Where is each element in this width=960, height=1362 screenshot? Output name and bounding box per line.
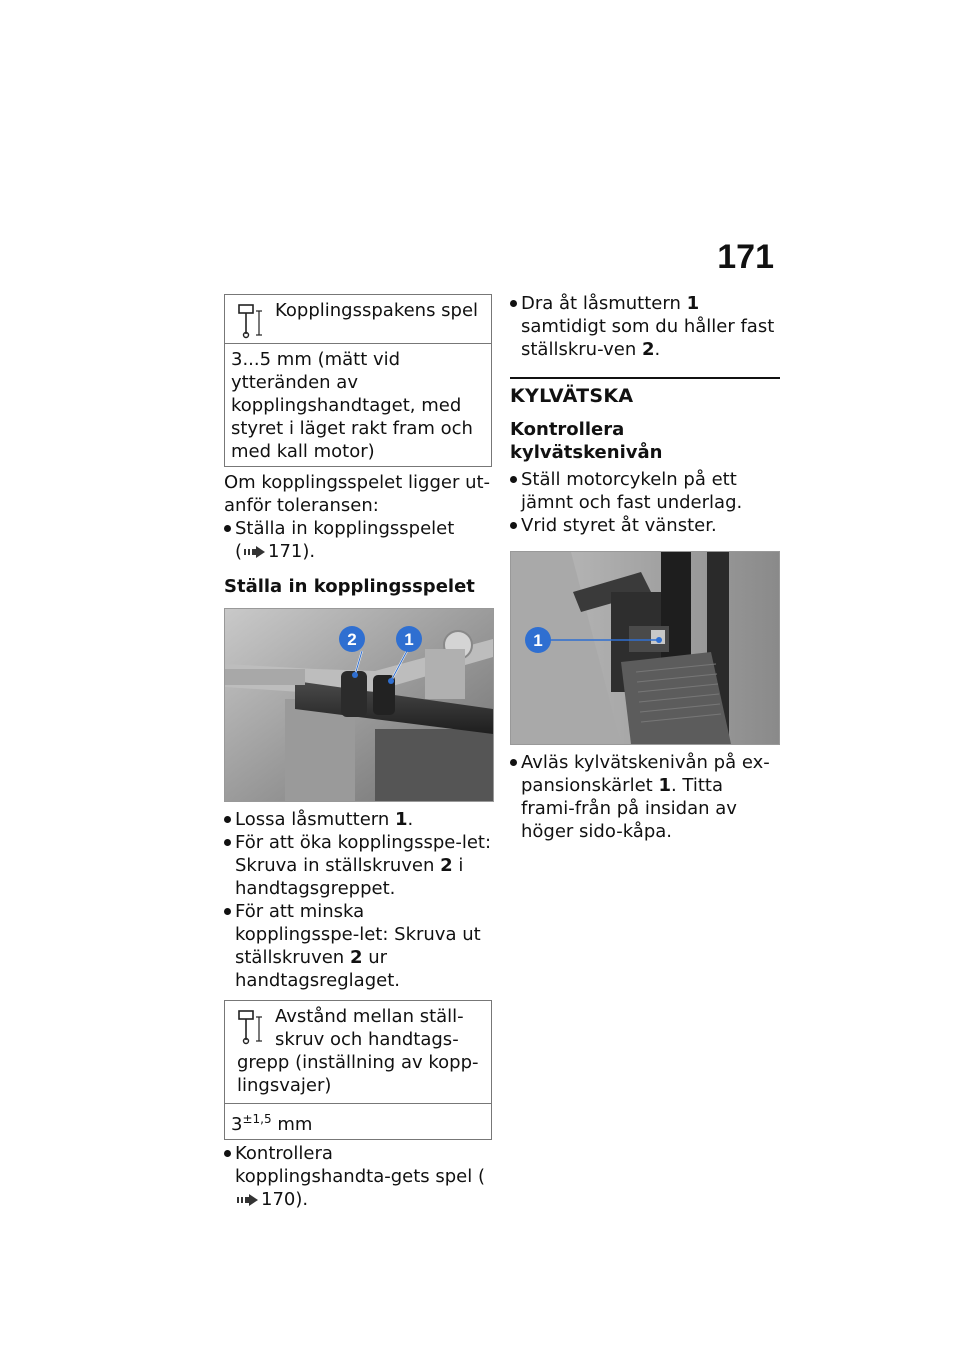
photo-label-1: 1 bbox=[533, 631, 543, 650]
list-item-text: samtidigt som du håller fast ställskru-ven bbox=[521, 316, 775, 360]
section-title-coolant: KYLVÄTSKA bbox=[510, 377, 780, 408]
list-item-text: . bbox=[407, 809, 414, 830]
tolerance-text: Om kopplingsspelet ligger ut-anför toleransen: bbox=[224, 472, 491, 516]
coolant-prep-list bbox=[510, 468, 780, 537]
list-item bbox=[224, 517, 492, 563]
adjust-reference-list bbox=[224, 517, 492, 563]
list-item-text: . bbox=[654, 339, 661, 360]
page-number: 171 bbox=[717, 238, 774, 276]
list-item: Ställ motorcykeln på ett jämnt och fast underlag. bbox=[510, 468, 780, 514]
list-item-text: Kontrollera kopplingshandta-gets spel ( bbox=[235, 1143, 485, 1187]
list-item: Vrid styret åt vänster. bbox=[510, 514, 780, 537]
list-item bbox=[510, 292, 780, 361]
spec-clutch-play-value: 3...5 mm (mätt vid ytteränden av kopplingshandtaget, med styret i läget rakt fram och med kall motor) bbox=[225, 343, 491, 466]
ref-number: 1 bbox=[658, 775, 671, 796]
list-item bbox=[224, 1142, 492, 1211]
list-item bbox=[224, 808, 492, 831]
photo-label-2: 2 bbox=[347, 630, 357, 649]
coolant-reservoir-photo bbox=[510, 551, 780, 745]
tighten-list bbox=[510, 292, 780, 361]
list-item-text: För att öka kopplingsspe-let: Skruva in ställskruven bbox=[235, 832, 492, 876]
page-reference-arrow-icon[interactable] bbox=[244, 546, 266, 558]
list-item-text: Avläs kylvätskenivån på ex-pansionskärlet bbox=[521, 752, 770, 796]
spec-adjuster-distance-title: Avstånd mellan ställ-skruv och handtags-grepp (inställning av kopp-lingsvajer) bbox=[237, 1006, 479, 1096]
caliper-measure-icon bbox=[237, 301, 265, 339]
spec-clutch-play-header bbox=[225, 295, 491, 343]
list-item-text: ur handtagsreglaget. bbox=[235, 947, 400, 991]
list-item-text: Ställa in kopplingsspelet bbox=[235, 518, 455, 539]
ref-number: 2 bbox=[440, 855, 453, 876]
adjust-steps-list bbox=[224, 808, 492, 992]
list-item-text: Dra åt låsmuttern bbox=[521, 293, 687, 314]
caliper-measure-icon bbox=[237, 1007, 265, 1045]
ref-number: 2 bbox=[349, 947, 363, 968]
left-column bbox=[224, 294, 492, 1211]
page-reference-arrow-icon[interactable] bbox=[237, 1194, 259, 1206]
ref-number: 2 bbox=[641, 339, 655, 360]
list-item-text: För att minska kopplingsspe-let: Skruva ut ställskruven bbox=[235, 901, 481, 968]
list-item bbox=[224, 831, 492, 900]
ref-open: ( bbox=[235, 541, 243, 562]
list-item-text: i handtagsgreppet. bbox=[235, 855, 464, 899]
list-item-text: . Titta frami-från på insidan av höger sido-kåpa. bbox=[521, 775, 737, 842]
spec-value-base: 3 bbox=[231, 1114, 243, 1135]
spec-clutch-play bbox=[224, 294, 492, 467]
spec-value-tolerance: ±1,5 bbox=[242, 1112, 272, 1126]
ref-page-link[interactable]: 171). bbox=[268, 541, 316, 562]
list-item-text: Lossa låsmuttern bbox=[235, 809, 395, 830]
read-level-list bbox=[510, 751, 780, 843]
spec-adjuster-distance-header bbox=[225, 1001, 491, 1103]
spec-adjuster-distance-value bbox=[225, 1103, 491, 1139]
photo-label-1: 1 bbox=[404, 630, 414, 649]
spec-adjuster-distance bbox=[224, 1000, 492, 1140]
right-column bbox=[510, 292, 780, 843]
ref-page-link[interactable]: 170). bbox=[261, 1189, 309, 1210]
ref-number: 1 bbox=[686, 293, 700, 314]
check-reference-list bbox=[224, 1142, 492, 1211]
ref-number: 1 bbox=[395, 809, 408, 830]
subhead-adjust-clutch: Ställa in kopplingsspelet bbox=[224, 576, 475, 597]
subhead-check-coolant: Kontrollera kylvätskenivån bbox=[510, 419, 663, 463]
spec-clutch-play-title: Kopplingsspakens spel bbox=[275, 300, 479, 321]
list-item bbox=[510, 751, 780, 843]
clutch-adjuster-photo bbox=[224, 608, 494, 802]
spec-value-unit: mm bbox=[271, 1114, 313, 1135]
list-item bbox=[224, 900, 492, 992]
